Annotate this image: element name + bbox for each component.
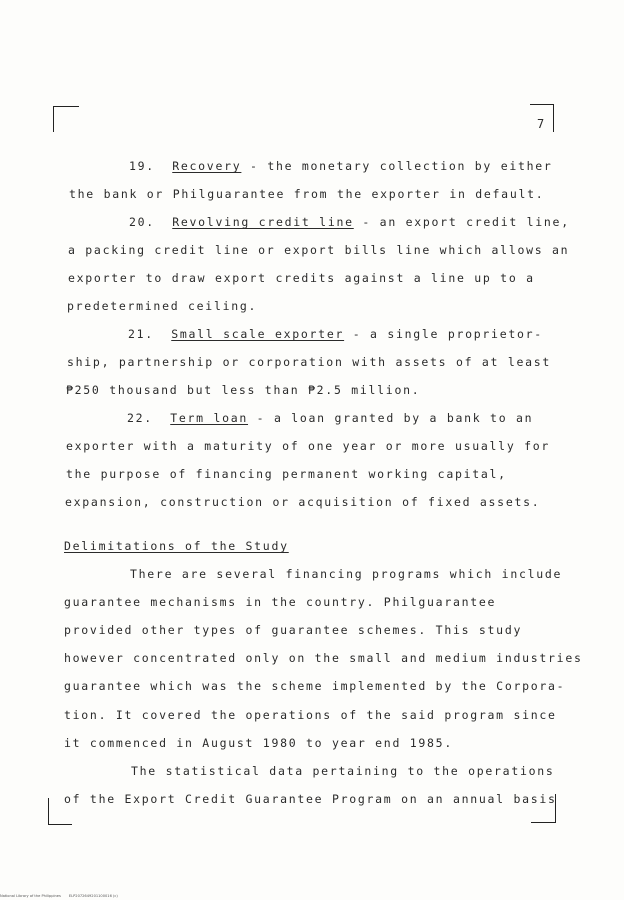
paragraph-1-line-7: it commenced in August 1980 to year end 1985.: [64, 736, 453, 750]
definition-term: Recovery: [172, 159, 242, 173]
paragraph-1-line-6: tion. It covered the operations of the said program since: [64, 708, 557, 722]
definition-22-line-4: expansion, construction or acquisition of fixed assets.: [65, 495, 541, 509]
paragraph-1-line-2: guarantee mechanisms in the country. Philguarantee: [64, 595, 497, 609]
archive-footer: [0, 894, 126, 899]
footer-code: ELP2072649201100016 (c): [68, 894, 118, 898]
definition-20-line-4: predetermined ceiling.: [67, 299, 258, 313]
definition-term: Term loan: [170, 411, 249, 425]
footer-library: National Library of the Philippines: [0, 894, 61, 898]
definition-term: Revolving credit line: [172, 215, 354, 229]
definition-21-line-3: ₱250 thousand but less than ₱2.5 million.: [66, 383, 421, 397]
definition-text: - a loan granted by a bank to an: [248, 411, 534, 425]
definition-text: - the monetary collection by either: [241, 159, 553, 173]
definition-19-line-1: [129, 158, 553, 174]
definition-text: - an export credit line,: [353, 215, 570, 229]
section-heading: Delimitations of the Study: [64, 539, 289, 553]
definition-19-line-2: the bank or Philguarantee from the exporter in default.: [69, 187, 545, 201]
definition-number: 19.: [129, 159, 155, 173]
definition-term: Small scale exporter: [171, 327, 345, 341]
definition-21-line-1: [128, 326, 543, 342]
page-number: 7: [537, 117, 545, 131]
definition-22-line-2: exporter with a maturity of one year or more usually for: [66, 439, 551, 453]
paragraph-1-line-3: provided other types of guarantee schemes. This study: [64, 623, 523, 637]
definition-20-line-2: a packing credit line or export bills line which allows an: [68, 243, 570, 257]
definition-20-line-1: [129, 214, 570, 230]
definition-20-line-3: exporter to draw export credits against a line up to a: [68, 271, 535, 285]
paragraph-2-line-1: The statistical data pertaining to the operations: [131, 764, 555, 778]
definition-21-line-2: ship, partnership or corporation with assets of at least: [67, 355, 552, 369]
definition-22-line-3: the purpose of financing permanent working capital,: [66, 467, 507, 481]
definition-number: 22.: [127, 411, 153, 425]
definition-text: - a single proprietor-: [344, 327, 543, 341]
paragraph-1-line-1: There are several financing programs which include: [130, 567, 563, 581]
paragraph-1-line-5: guarantee which was the scheme implemented by the Corpora-: [64, 679, 566, 693]
paragraph-1-line-4: however concentrated only on the small and medium industries: [64, 651, 583, 665]
definition-number: 20.: [129, 215, 155, 229]
definition-number: 21.: [128, 327, 154, 341]
crop-mark-top-left: [53, 106, 79, 132]
definition-22-line-1: [127, 410, 533, 426]
paragraph-2-line-2: of the Export Credit Guarantee Program on an annual basis: [64, 792, 557, 806]
